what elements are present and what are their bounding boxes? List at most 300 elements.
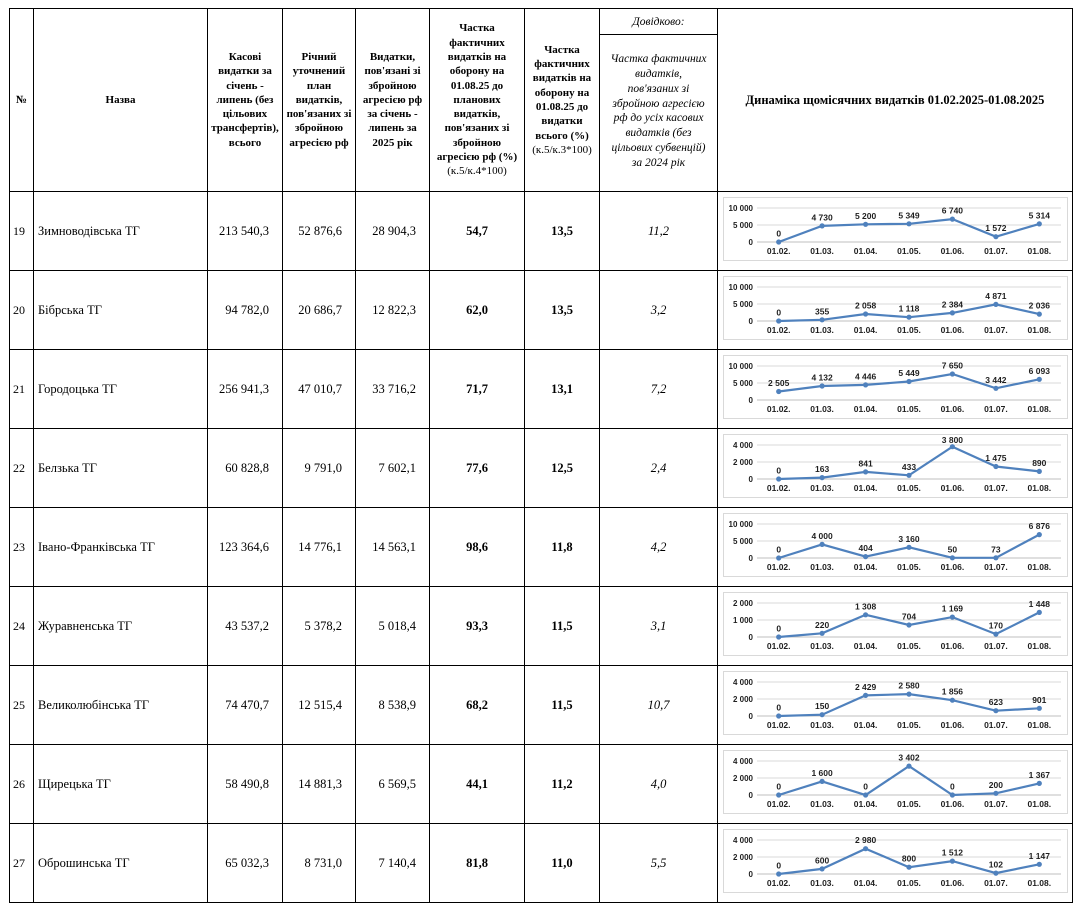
data-point-marker [863, 311, 868, 316]
data-point-label: 50 [947, 544, 957, 555]
reference-2024-share: 11,2 [600, 192, 718, 271]
monthly-dynamics-chart [723, 355, 1068, 419]
x-axis-label: 01.05. [896, 878, 921, 888]
y-tick-label: 5 000 [732, 300, 753, 309]
data-point-marker [863, 554, 868, 559]
x-axis-label: 01.04. [853, 404, 877, 414]
data-point-label: 0 [862, 781, 868, 792]
x-axis-label: 01.08. [1026, 325, 1051, 335]
row-number: 24 [10, 587, 34, 666]
x-axis-label: 01.02. [766, 720, 791, 730]
monthly-dynamics-chart [723, 434, 1068, 498]
x-axis-label: 01.07. [983, 562, 1008, 572]
monthly-dynamics-chart [723, 750, 1068, 814]
x-axis-label: 01.02. [766, 799, 791, 809]
data-point-marker [819, 866, 824, 871]
data-point-marker [776, 318, 781, 323]
cash-expenditures: 213 540,3 [208, 192, 283, 271]
reference-2024-share: 5,5 [600, 824, 718, 903]
monthly-dynamics-chart [723, 276, 1068, 340]
x-axis-label: 01.06. [940, 878, 964, 888]
y-tick-label: 0 [748, 870, 753, 879]
table-row [10, 666, 1073, 745]
data-point-label: 1 856 [941, 686, 963, 697]
data-point-marker [776, 389, 781, 394]
share-of-plan: 54,7 [430, 192, 525, 271]
data-point-marker [993, 386, 998, 391]
data-point-marker [906, 764, 911, 769]
data-point-marker [949, 371, 954, 376]
data-point-label: 623 [988, 697, 1003, 708]
data-point-label: 2 429 [854, 681, 876, 692]
data-point-marker [863, 222, 868, 227]
table-row [10, 192, 1073, 271]
data-point-label: 2 980 [854, 835, 876, 846]
data-point-marker [906, 473, 911, 478]
share-of-plan: 44,1 [430, 745, 525, 824]
data-point-marker [819, 317, 824, 322]
y-tick-label: 2 000 [732, 774, 753, 783]
aggression-expenditures: 7 140,4 [356, 824, 430, 903]
data-point-label: 2 036 [1028, 300, 1050, 311]
reference-wrap [600, 12, 717, 188]
data-point-marker [776, 634, 781, 639]
x-axis-label: 01.07. [983, 878, 1008, 888]
x-axis-label: 01.04. [853, 562, 877, 572]
cash-expenditures: 94 782,0 [208, 271, 283, 350]
y-tick-label: 4 000 [732, 757, 753, 766]
share-plan-title: Частка фактичних видатків на оборону на 01.08.25 до планових видатків, пов'язаних зі збройною агресією рф (%) [436, 22, 518, 164]
share-of-total: 13,5 [525, 271, 600, 350]
data-point-marker [819, 475, 824, 480]
data-point-marker [863, 469, 868, 474]
x-axis-label: 01.06. [940, 246, 964, 256]
column-header-share-plan [430, 9, 525, 192]
data-point-label: 4 446 [854, 371, 876, 382]
community-name: Великолюбінська ТГ [34, 666, 208, 745]
y-tick-label: 2 000 [732, 599, 753, 608]
share-of-plan: 98,6 [430, 508, 525, 587]
data-point-marker [776, 713, 781, 718]
data-point-marker [949, 217, 954, 222]
cash-expenditures: 74 470,7 [208, 666, 283, 745]
data-point-label: 5 349 [897, 210, 920, 221]
column-header-cash: Касові видатки за січень - липень (без цільових трансфертів), всього [208, 9, 283, 192]
annual-plan: 52 876,6 [283, 192, 356, 271]
data-point-marker [1036, 532, 1041, 537]
data-point-marker [949, 698, 954, 703]
data-point-label: 600 [814, 855, 829, 866]
row-number: 27 [10, 824, 34, 903]
data-point-label: 150 [814, 701, 829, 712]
expenditures-table [9, 8, 1073, 903]
y-tick-label: 10 000 [728, 520, 753, 529]
cash-expenditures: 43 537,2 [208, 587, 283, 666]
data-point-label: 0 [949, 781, 955, 792]
y-tick-label: 0 [748, 317, 753, 326]
x-axis-label: 01.08. [1026, 562, 1051, 572]
data-point-label: 1 169 [941, 603, 963, 614]
data-point-marker [863, 693, 868, 698]
y-tick-label: 0 [748, 554, 753, 563]
x-axis-label: 01.08. [1026, 246, 1051, 256]
data-point-label: 4 132 [810, 372, 833, 383]
data-point-label: 2 058 [854, 300, 876, 311]
x-axis-label: 01.03. [809, 878, 834, 888]
data-point-label: 0 [775, 465, 781, 476]
x-axis-label: 01.07. [983, 246, 1008, 256]
share-of-total: 11,5 [525, 587, 600, 666]
monthly-dynamics-chart [723, 513, 1068, 577]
community-name: Городоцька ТГ [34, 350, 208, 429]
data-point-marker [993, 632, 998, 637]
x-axis-label: 01.08. [1026, 641, 1051, 651]
x-axis-label: 01.03. [809, 641, 834, 651]
y-tick-label: 2 000 [732, 853, 753, 862]
community-name: Журавненська ТГ [34, 587, 208, 666]
data-point-marker [993, 791, 998, 796]
table-row [10, 350, 1073, 429]
column-header-share-total [525, 9, 600, 192]
data-point-label: 2 384 [941, 299, 963, 310]
x-axis-label: 01.03. [809, 246, 834, 256]
data-point-label: 1 572 [984, 223, 1007, 234]
share-of-total: 11,8 [525, 508, 600, 587]
data-point-marker [906, 622, 911, 627]
x-axis-label: 01.06. [940, 483, 964, 493]
x-axis-label: 01.04. [853, 641, 877, 651]
data-point-marker [819, 631, 824, 636]
data-table [9, 8, 1073, 903]
data-point-marker [906, 865, 911, 870]
table-row [10, 587, 1073, 666]
data-point-label: 0 [775, 228, 781, 239]
data-point-label: 0 [775, 702, 781, 713]
community-name: Щирецька ТГ [34, 745, 208, 824]
data-point-marker [863, 792, 868, 797]
annual-plan: 5 378,2 [283, 587, 356, 666]
data-point-marker [776, 476, 781, 481]
x-axis-label: 01.02. [766, 878, 791, 888]
data-point-marker [1036, 312, 1041, 317]
x-axis-label: 01.05. [896, 720, 921, 730]
reference-2024-share: 3,2 [600, 271, 718, 350]
annual-plan: 8 731,0 [283, 824, 356, 903]
data-point-marker [776, 555, 781, 560]
data-point-label: 3 800 [941, 435, 963, 445]
share-of-total: 12,5 [525, 429, 600, 508]
share-plan-formula: (к.5/к.4*100) [447, 165, 507, 178]
data-point-marker [863, 846, 868, 851]
x-axis-label: 01.07. [983, 483, 1008, 493]
data-point-label: 3 402 [897, 752, 920, 763]
reference-2024-share: 4,0 [600, 745, 718, 824]
data-point-label: 0 [775, 781, 781, 792]
data-point-label: 1 475 [984, 453, 1007, 463]
data-point-marker [906, 315, 911, 320]
share-of-total: 11,2 [525, 745, 600, 824]
reference-2024-share: 4,2 [600, 508, 718, 587]
y-tick-label: 0 [748, 712, 753, 721]
data-point-marker [776, 792, 781, 797]
data-point-marker [993, 464, 998, 469]
data-point-label: 4 000 [810, 530, 833, 541]
annual-plan: 47 010,7 [283, 350, 356, 429]
x-axis-label: 01.02. [766, 246, 791, 256]
x-axis-label: 01.08. [1026, 483, 1051, 493]
y-tick-label: 0 [748, 238, 753, 247]
table-body [10, 192, 1073, 903]
table-row [10, 271, 1073, 350]
reference-2024-share: 10,7 [600, 666, 718, 745]
data-point-label: 1 147 [1028, 850, 1050, 861]
data-point-label: 0 [775, 623, 781, 634]
x-axis-label: 01.02. [766, 562, 791, 572]
aggression-expenditures: 5 018,4 [356, 587, 430, 666]
y-tick-label: 5 000 [732, 379, 753, 388]
data-point-label: 404 [858, 543, 873, 554]
dynamics-chart-cell [718, 192, 1073, 271]
data-point-label: 4 871 [984, 290, 1007, 301]
data-point-marker [949, 555, 954, 560]
y-tick-label: 4 000 [732, 836, 753, 845]
cash-expenditures: 123 364,6 [208, 508, 283, 587]
data-point-marker [819, 223, 824, 228]
x-axis-label: 01.03. [809, 720, 834, 730]
cash-expenditures: 58 490,8 [208, 745, 283, 824]
monthly-dynamics-chart [723, 197, 1068, 261]
share-of-total: 11,5 [525, 666, 600, 745]
column-header-plan: Річний уточнений план видатків, пов'язаних зі збройною агресією рф [283, 9, 356, 192]
dynamics-chart-cell [718, 429, 1073, 508]
share-of-plan: 68,2 [430, 666, 525, 745]
data-point-label: 433 [901, 461, 916, 472]
data-point-marker [949, 859, 954, 864]
share-of-plan: 93,3 [430, 587, 525, 666]
annual-plan: 9 791,0 [283, 429, 356, 508]
share-total-formula: (к.5/к.3*100) [532, 143, 592, 156]
x-axis-label: 01.04. [853, 246, 877, 256]
aggression-expenditures: 14 563,1 [356, 508, 430, 587]
column-header-dynamics: Динаміка щомісячних видатків 01.02.2025-01.08.2025 [718, 9, 1073, 192]
x-axis-label: 01.05. [896, 562, 921, 572]
share-of-plan: 77,6 [430, 429, 525, 508]
data-point-label: 3 160 [897, 533, 920, 544]
data-point-marker [1036, 377, 1041, 382]
row-number: 20 [10, 271, 34, 350]
data-point-label: 1 367 [1028, 769, 1050, 780]
annual-plan: 20 686,7 [283, 271, 356, 350]
x-axis-label: 01.05. [896, 325, 921, 335]
data-point-label: 800 [901, 853, 916, 864]
x-axis-label: 01.04. [853, 878, 877, 888]
data-point-label: 200 [988, 779, 1003, 790]
data-point-marker [776, 239, 781, 244]
community-name: Оброшинська ТГ [34, 824, 208, 903]
community-name: Бібрська ТГ [34, 271, 208, 350]
reference-2024-share: 2,4 [600, 429, 718, 508]
data-point-marker [906, 692, 911, 697]
y-tick-label: 5 000 [732, 221, 753, 230]
dynamics-chart-cell [718, 666, 1073, 745]
row-number: 19 [10, 192, 34, 271]
aggression-expenditures: 12 822,3 [356, 271, 430, 350]
x-axis-label: 01.04. [853, 799, 877, 809]
x-axis-label: 01.07. [983, 325, 1008, 335]
y-tick-label: 4 000 [732, 441, 753, 450]
share-of-total: 13,5 [525, 192, 600, 271]
data-point-label: 2 505 [767, 378, 789, 388]
data-point-label: 5 314 [1028, 210, 1050, 221]
row-number: 26 [10, 745, 34, 824]
data-point-marker [993, 234, 998, 239]
cash-expenditures: 65 032,3 [208, 824, 283, 903]
x-axis-label: 01.05. [896, 404, 921, 414]
data-point-marker [1036, 781, 1041, 786]
y-tick-label: 0 [748, 791, 753, 800]
x-axis-label: 01.06. [940, 325, 964, 335]
y-tick-label: 5 000 [732, 537, 753, 546]
monthly-dynamics-chart [723, 829, 1068, 893]
dynamics-chart-cell [718, 271, 1073, 350]
x-axis-label: 01.02. [766, 404, 791, 414]
data-point-label: 73 [990, 544, 1001, 555]
y-tick-label: 10 000 [728, 204, 753, 213]
y-tick-label: 1 000 [732, 616, 753, 625]
data-point-marker [993, 302, 998, 307]
dynamics-chart-cell [718, 350, 1073, 429]
table-row [10, 824, 1073, 903]
data-point-label: 0 [775, 860, 781, 871]
monthly-dynamics-chart [723, 671, 1068, 735]
x-axis-label: 01.07. [983, 799, 1008, 809]
x-axis-label: 01.05. [896, 641, 921, 651]
data-point-label: 1 308 [854, 601, 876, 612]
data-point-label: 355 [814, 306, 829, 317]
x-axis-label: 01.03. [809, 325, 834, 335]
aggression-expenditures: 8 538,9 [356, 666, 430, 745]
data-point-label: 1 600 [810, 767, 833, 778]
data-point-marker [819, 712, 824, 717]
x-axis-label: 01.05. [896, 483, 921, 493]
dynamics-chart-cell [718, 587, 1073, 666]
data-point-label: 163 [814, 464, 829, 475]
row-number: 25 [10, 666, 34, 745]
x-axis-label: 01.08. [1026, 404, 1051, 414]
column-header-name: Назва [34, 9, 208, 192]
x-axis-label: 01.08. [1026, 878, 1051, 888]
annual-plan: 14 881,3 [283, 745, 356, 824]
data-point-marker [819, 779, 824, 784]
x-axis-label: 01.04. [853, 325, 877, 335]
x-axis-label: 01.03. [809, 799, 834, 809]
data-point-label: 170 [988, 620, 1003, 631]
data-point-label: 1 118 [898, 303, 919, 314]
community-name: Івано-Франківська ТГ [34, 508, 208, 587]
data-point-label: 0 [775, 307, 781, 318]
cash-expenditures: 256 941,3 [208, 350, 283, 429]
data-point-label: 901 [1031, 694, 1046, 705]
x-axis-label: 01.07. [983, 720, 1008, 730]
data-point-label: 2 580 [897, 680, 920, 691]
data-point-marker [993, 871, 998, 876]
annual-plan: 12 515,4 [283, 666, 356, 745]
data-point-marker [993, 555, 998, 560]
x-axis-label: 01.05. [896, 246, 921, 256]
data-point-marker [949, 792, 954, 797]
row-number: 21 [10, 350, 34, 429]
reference-label: Довідково: [600, 12, 717, 35]
dynamics-chart-cell [718, 745, 1073, 824]
row-number: 23 [10, 508, 34, 587]
data-point-marker [1036, 610, 1041, 615]
x-axis-label: 01.02. [766, 641, 791, 651]
y-tick-label: 10 000 [728, 362, 753, 371]
x-axis-label: 01.07. [983, 404, 1008, 414]
x-axis-label: 01.06. [940, 720, 964, 730]
x-axis-label: 01.03. [809, 483, 834, 493]
table-row [10, 508, 1073, 587]
data-point-label: 841 [858, 458, 873, 469]
community-name: Белзька ТГ [34, 429, 208, 508]
aggression-expenditures: 33 716,2 [356, 350, 430, 429]
table-row [10, 429, 1073, 508]
data-point-label: 0 [775, 544, 781, 555]
data-point-label: 6 093 [1028, 365, 1050, 376]
data-point-label: 1 512 [941, 847, 963, 858]
aggression-expenditures: 6 569,5 [356, 745, 430, 824]
dynamics-chart-cell [718, 508, 1073, 587]
x-axis-label: 01.08. [1026, 799, 1051, 809]
data-point-label: 6 876 [1028, 521, 1050, 532]
y-tick-label: 2 000 [732, 695, 753, 704]
header-row [10, 9, 1073, 192]
aggression-expenditures: 28 904,3 [356, 192, 430, 271]
data-point-label: 220 [814, 619, 829, 630]
x-axis-label: 01.06. [940, 562, 964, 572]
data-point-marker [819, 542, 824, 547]
data-point-marker [993, 708, 998, 713]
x-axis-label: 01.06. [940, 799, 964, 809]
x-axis-label: 01.08. [1026, 720, 1051, 730]
data-point-label: 5 449 [897, 368, 920, 378]
x-axis-label: 01.04. [853, 720, 877, 730]
reference-description: Частка фактичних видатків, пов'язаних зі збройною агресією рф до усіх касових видатків (без цільових субвенцій) за 2024 рік [610, 52, 707, 170]
aggression-expenditures: 7 602,1 [356, 429, 430, 508]
y-tick-label: 0 [748, 475, 753, 484]
annual-plan: 14 776,1 [283, 508, 356, 587]
data-point-marker [906, 545, 911, 550]
y-tick-label: 0 [748, 633, 753, 642]
x-axis-label: 01.03. [809, 404, 834, 414]
row-number: 22 [10, 429, 34, 508]
data-point-marker [1036, 469, 1041, 474]
x-axis-label: 01.02. [766, 483, 791, 493]
data-point-marker [906, 379, 911, 384]
data-point-label: 4 730 [810, 212, 833, 223]
data-point-marker [776, 871, 781, 876]
share-of-total: 13,1 [525, 350, 600, 429]
reference-2024-share: 7,2 [600, 350, 718, 429]
y-tick-label: 0 [748, 396, 753, 405]
x-axis-label: 01.02. [766, 325, 791, 335]
data-point-label: 3 442 [984, 374, 1007, 385]
y-tick-label: 4 000 [732, 678, 753, 687]
monthly-dynamics-chart [723, 592, 1068, 656]
share-total-title: Частка фактичних видатків на оборону на 01.08.25 до видатки всього (%) [532, 43, 592, 142]
data-point-label: 102 [988, 859, 1003, 870]
column-header-expenses: Видатки, пов'язані зі збройною агресією рф за січень - липень за 2025 рік [356, 9, 430, 192]
